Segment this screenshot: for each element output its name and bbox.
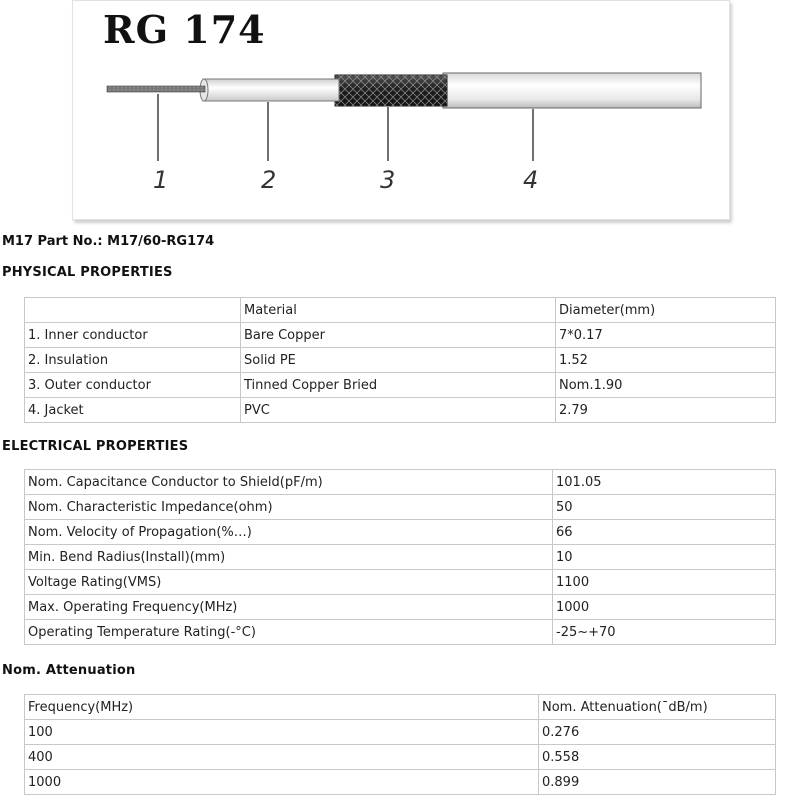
table-cell: Diameter(mm) <box>556 298 776 323</box>
table-cell: 100 <box>25 720 539 745</box>
table-cell: 0.558 <box>539 745 776 770</box>
electrical-table <box>24 469 776 645</box>
table-cell: Frequency(MHz) <box>25 695 539 720</box>
table-row <box>25 595 776 620</box>
table-cell: Solid PE <box>241 348 556 373</box>
attenuation-table <box>24 694 776 795</box>
table-cell: 1100 <box>553 570 776 595</box>
table-cell: 2. Insulation <box>25 348 241 373</box>
cable-diagram <box>72 0 730 220</box>
table-cell: 4. Jacket <box>25 398 241 423</box>
table-row <box>25 545 776 570</box>
table-cell: 3. Outer conductor <box>25 373 241 398</box>
physical-table <box>24 297 776 423</box>
table-cell: 2.79 <box>556 398 776 423</box>
table-row <box>25 470 776 495</box>
table-cell: 400 <box>25 745 539 770</box>
table-row <box>25 770 776 795</box>
table-cell: Voltage Rating(VMS) <box>25 570 553 595</box>
callout-2: 2 <box>261 166 277 194</box>
table-cell: 1. Inner conductor <box>25 323 241 348</box>
part-number: M17 Part No.: M17/60-RG174 <box>2 234 215 249</box>
table-cell: 1000 <box>25 770 539 795</box>
electrical-heading: ELECTRICAL PROPERTIES <box>2 439 189 454</box>
callout-3: 3 <box>380 166 396 194</box>
jacket-layer <box>443 73 701 108</box>
table-cell: 7*0.17 <box>556 323 776 348</box>
table-cell: Nom.1.90 <box>556 373 776 398</box>
table-row <box>25 495 776 520</box>
table-cell: 1.52 <box>556 348 776 373</box>
table-row <box>25 348 776 373</box>
table-row <box>25 298 776 323</box>
table-cell: Nom. Velocity of Propagation(%…) <box>25 520 553 545</box>
table-cell: 1000 <box>553 595 776 620</box>
table-cell: -25~+70 <box>553 620 776 645</box>
table-cell: 10 <box>553 545 776 570</box>
callout-4: 4 <box>523 166 539 194</box>
table-cell: Bare Copper <box>241 323 556 348</box>
table-cell: 101.05 <box>553 470 776 495</box>
table-row <box>25 520 776 545</box>
table-row <box>25 695 776 720</box>
table-cell: Material <box>241 298 556 323</box>
table-row <box>25 570 776 595</box>
table-row <box>25 620 776 645</box>
table-cell: Tinned Copper Bried <box>241 373 556 398</box>
table-cell <box>25 298 241 323</box>
physical-heading: PHYSICAL PROPERTIES <box>2 265 173 280</box>
table-cell: Nom. Characteristic Impedance(ohm) <box>25 495 553 520</box>
table-cell: Nom. Capacitance Conductor to Shield(pF/m) <box>25 470 553 495</box>
table-cell: Max. Operating Frequency(MHz) <box>25 595 553 620</box>
table-cell: 0.276 <box>539 720 776 745</box>
table-cell: Min. Bend Radius(Install)(mm) <box>25 545 553 570</box>
table-cell: 0.899 <box>539 770 776 795</box>
cable-title: RG 174 <box>103 7 266 52</box>
table-row <box>25 373 776 398</box>
table-cell: PVC <box>241 398 556 423</box>
table-cell: Operating Temperature Rating(-°C) <box>25 620 553 645</box>
table-cell: 66 <box>553 520 776 545</box>
table-row <box>25 745 776 770</box>
table-cell: 50 <box>553 495 776 520</box>
attenuation-heading: Nom. Attenuation <box>2 663 136 678</box>
table-row <box>25 720 776 745</box>
table-row <box>25 398 776 423</box>
insulation-layer <box>203 79 339 101</box>
table-row <box>25 323 776 348</box>
table-cell: Nom. Attenuation(¯dB/m) <box>539 695 776 720</box>
callout-1: 1 <box>153 166 169 194</box>
